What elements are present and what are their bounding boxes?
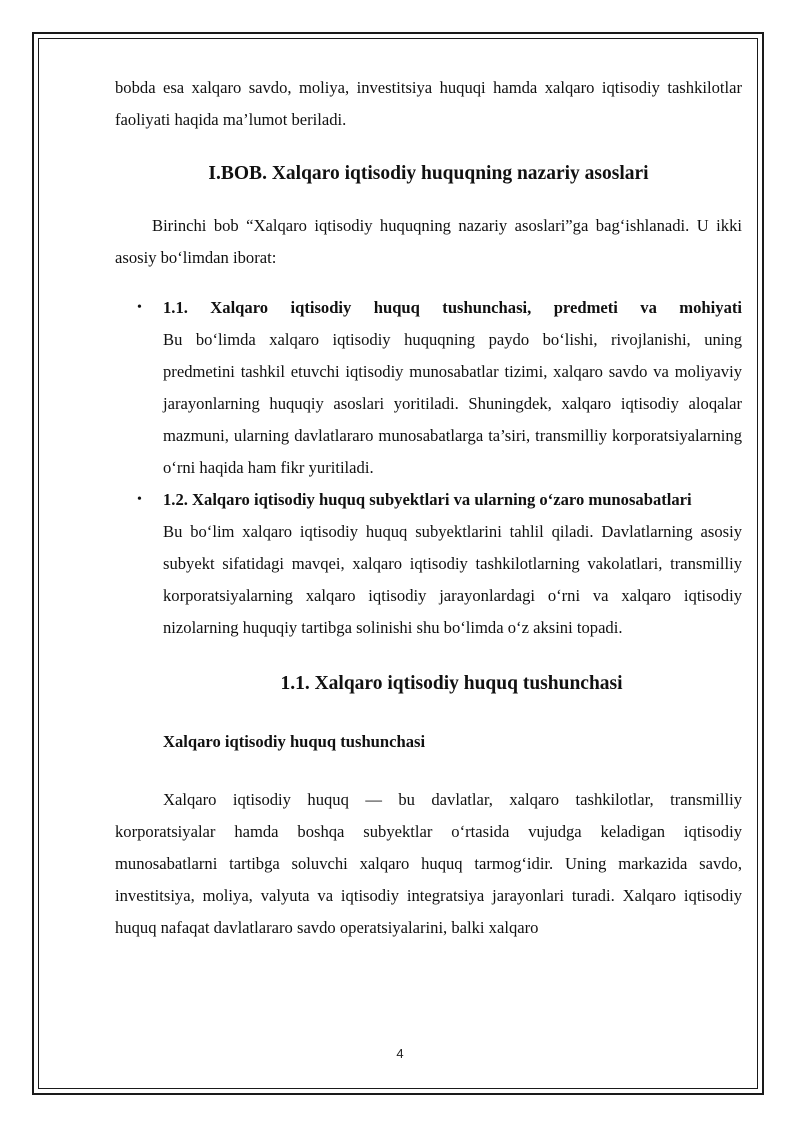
body-paragraph: Xalqaro iqtisodiy huquq — bu davlatlar, xalqaro tashkilotlar, transmilliy korporatsiyalar hamda boshqa subyektlar o‘rtasida vujudga keladigan iqtisodiy munosabatlarni tartibga soluvchi xalqaro huquq tarmog‘idir. Uning markazida savdo, investitsiya, moliya, valyuta va iqtisodiy integratsiya jarayonlari turadi. Xalqaro iqtisodiy huquq nafaqat davlatlararo savdo operatsiyalarini, balki xalqaro xyxy=(115,790,742,937)
section-heading: 1.1. Xalqaro iqtisodiy huquq tushunchasi xyxy=(280,673,623,694)
list-item-text: Bu bo‘limda xalqaro iqtisodiy huquqning paydo bo‘lishi, rivojlanishi, uning predmetini tashkil etuvchi iqtisodiy munosabatlar tizimi, xalqaro savdo va moliyaviy jarayonlarning huquqiy asoslari yoritiladi. Shuningdek, xalqaro iqtisodiy aloqalar mazmuni, ularning davlatlararo munosabatlarga ta’siri, transmilliy korporatsiyalarning o‘rni haqida ham fikr yuritiladi. xyxy=(163,330,742,477)
bullet-icon: • xyxy=(137,492,142,507)
page-content xyxy=(115,72,742,944)
intro-paragraph: bobda esa xalqaro savdo, moliya, investitsiya huquqi hamda xalqaro iqtisodiy tashkilotlar faoliyati haqida ma’lumot beriladi. xyxy=(115,78,742,129)
bullet-icon: • xyxy=(137,300,142,315)
chapter-intro-paragraph: Birinchi bob “Xalqaro iqtisodiy huquqning nazariy asoslari”ga bag‘ishlanadi. U ikki asosiy bo‘limdan iborat: xyxy=(115,216,742,267)
page-number: 4 xyxy=(396,1046,404,1061)
list-item-title: 1.1. Xalqaro iqtisodiy huquq tushunchasi, predmeti va mohiyati xyxy=(163,298,742,317)
list-item xyxy=(115,292,742,484)
section-list xyxy=(115,292,742,644)
chapter-heading: I.BOB. Xalqaro iqtisodiy huquqning nazariy asoslari xyxy=(208,163,649,184)
list-item xyxy=(115,484,742,644)
list-item-text: Bu bo‘lim xalqaro iqtisodiy huquq subyektlarini tahlil qiladi. Davlatlarning asosiy subyekt sifatidagi mavqei, xalqaro iqtisodiy tashkilotlarning vakolatlari, transmilliy korporatsiyalarning xalqaro iqtisodiy jarayonlardagi o‘rni va xalqaro iqtisodiy nizolarning huquqiy tartibga solinishi shu bo‘limda o‘z aksini topadi. xyxy=(163,522,742,637)
subheading: Xalqaro iqtisodiy huquq tushunchasi xyxy=(163,732,426,751)
list-item-title: 1.2. Xalqaro iqtisodiy huquq subyektlari va ularning o‘zaro munosabatlari xyxy=(163,490,692,509)
